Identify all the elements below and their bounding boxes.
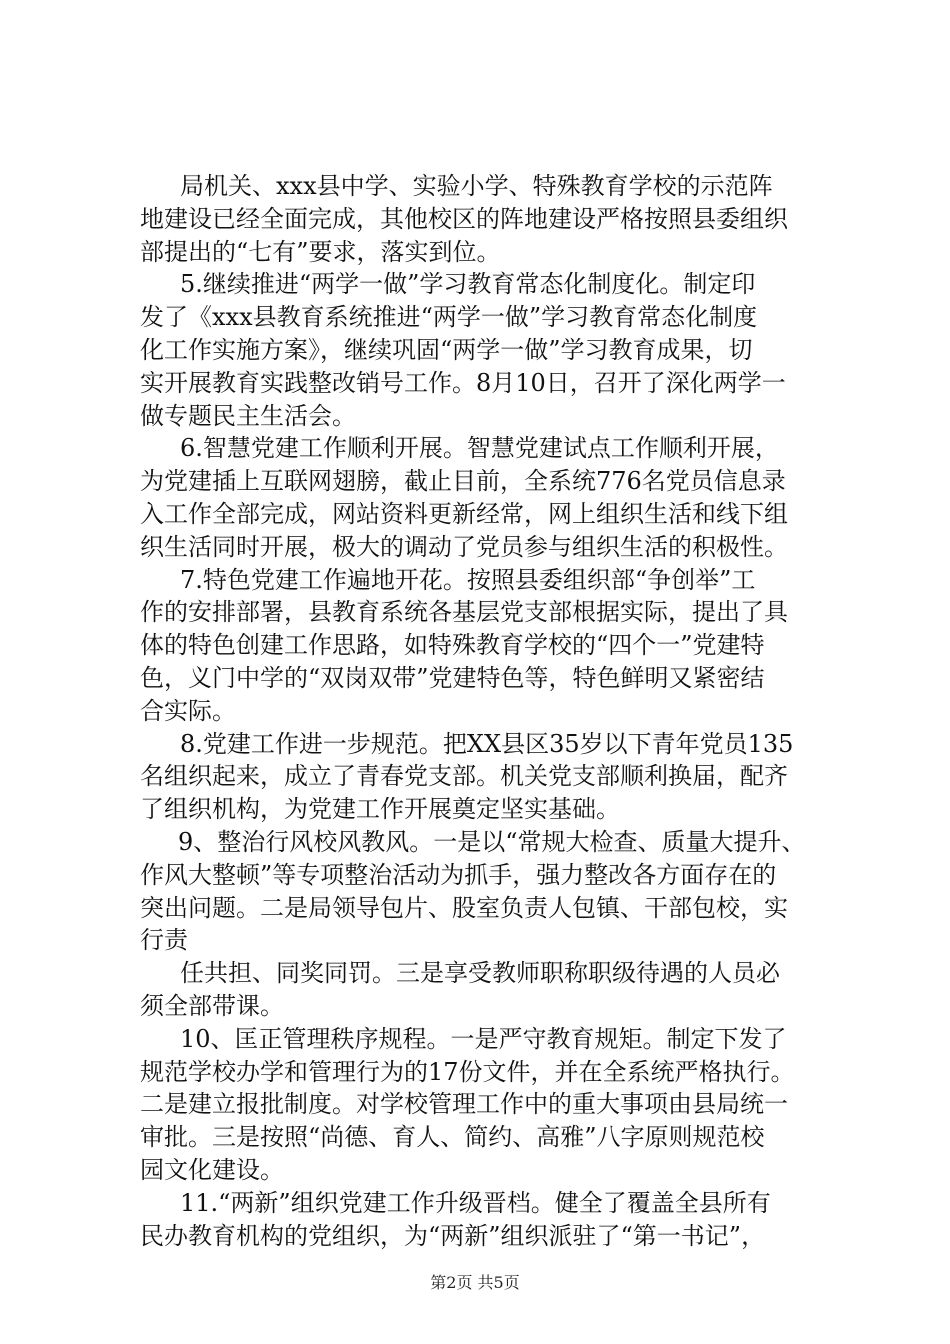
text-line: 体的特色创建工作思路，如特殊教育学校的“四个一”党建特 — [140, 631, 765, 660]
text-line: 做专题民主生活会。 — [140, 401, 356, 430]
text-line: 二是建立报批制度。对学校管理工作中的重大事项由县局统一 — [140, 1090, 788, 1119]
page-number-label: 第2页 共5页 — [430, 1273, 520, 1292]
text-line: 须全部带课。 — [140, 991, 284, 1020]
text-line: 8.党建工作进一步规范。把XX县区35岁以下青年党员135 — [180, 729, 794, 758]
text-line: 名组织起来，成立了青春党支部。机关党支部顺利换届，配齐 — [140, 762, 788, 791]
text-line: 11.“两新”组织党建工作升级晋档。健全了覆盖全县所有 — [180, 1188, 771, 1217]
text-line: 入工作全部完成，网站资料更新经常，网上组织生活和线下组 — [140, 499, 788, 528]
text-line: 9、整治行风校风教风。一是以“常规大检查、质量大提升、 — [178, 827, 806, 856]
text-line: 10、匡正管理秩序规程。一是严守教育规矩。制定下发了 — [180, 1024, 787, 1053]
text-line: 突出问题。二是局领导包片、股室负责人包镇、干部包校，实 — [140, 893, 788, 922]
text-line: 作风大整顿”等专项整治活动为抓手，强力整改各方面存在的 — [140, 860, 777, 889]
text-line: 行责 — [140, 926, 188, 955]
text-line: 合实际。 — [140, 696, 236, 725]
text-line: 织生活同时开展，极大的调动了党员参与组织生活的积极性。 — [140, 532, 788, 561]
text-line: 7.特色党建工作遍地开花。按照县委组织部“争创举”工 — [180, 565, 756, 594]
text-line: 实开展教育实践整改销号工作。8月10日，召开了深化两学一 — [140, 368, 786, 397]
text-line: 部提出的“七有”要求，落实到位。 — [140, 237, 501, 266]
text-line: 局机关、xxx县中学、实验小学、特殊教育学校的示范阵 — [180, 172, 773, 200]
document-body — [140, 170, 830, 1252]
text-line: 民办教育机构的党组织，为“两新”组织派驻了“第一书记”， — [140, 1221, 766, 1250]
text-line: 审批。三是按照“尚德、育人、简约、高雅”八字原则规范校 — [140, 1123, 765, 1152]
text-line: 5.继续推进“两学一做”学习教育常态化制度化。制定印 — [180, 270, 756, 299]
text-line: 任共担、同奖同罚。三是享受教师职称职级待遇的人员必 — [180, 959, 780, 988]
text-line: 发了《xxx县教育系统推进“两学一做”学习教育常态化制度 — [140, 303, 758, 332]
page-footer — [0, 1270, 950, 1293]
text-line: 化工作实施方案》，继续巩固“两学一做”学习教育成果，切 — [140, 335, 753, 364]
text-line: 色，义门中学的“双岗双带”党建特色等，特色鲜明又紧密结 — [140, 663, 765, 692]
text-line: 规范学校办学和管理行为的17份文件，并在全系统严格执行。 — [140, 1057, 795, 1086]
text-line: 为党建插上互联网翅膀，截止目前，全系统776名党员信息录 — [140, 467, 786, 496]
text-line: 地建设已经全面完成，其他校区的阵地建设严格按照县委组织 — [140, 204, 788, 233]
text-line: 了组织机构，为党建工作开展奠定坚实基础。 — [140, 795, 620, 824]
text-line: 园文化建设。 — [140, 1155, 284, 1184]
text-line: 作的安排部署，县教育系统各基层党支部根据实际，提出了具 — [140, 598, 788, 627]
text-line: 6.智慧党建工作顺利开展。智慧党建试点工作顺利开展， — [180, 434, 779, 463]
